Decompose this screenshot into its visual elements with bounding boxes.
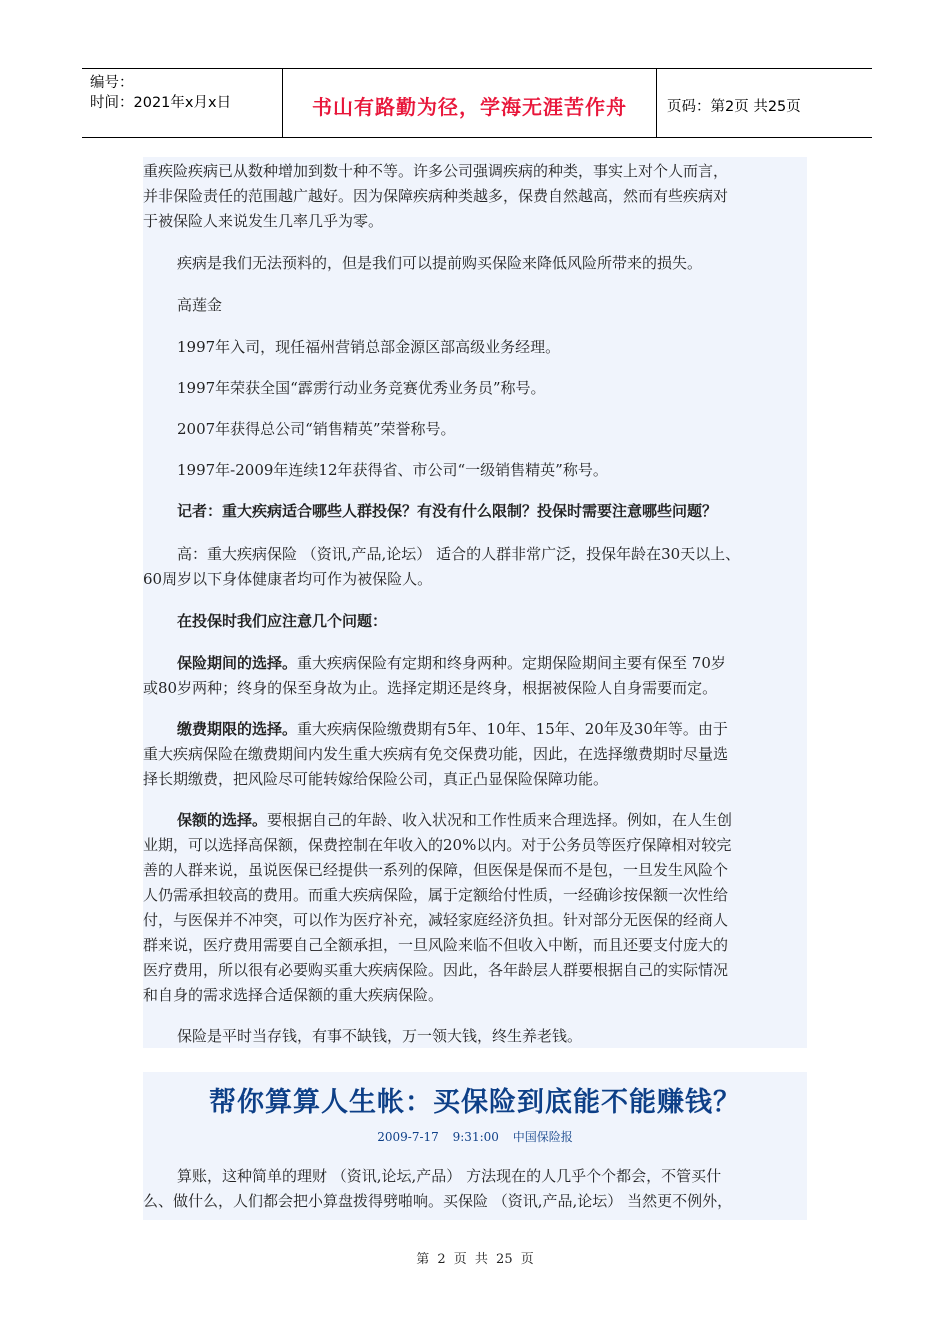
article-title: 帮你算算人生帐：买保险到底能不能赚钱？ (209, 1087, 741, 1118)
paragraph-line: 么、做什么，人们都会把小算盘拨得劈啪响。买保险 （资讯,产品,论坛） 当然更不例外， (143, 1192, 733, 1210)
answer-line: 60周岁以下身体健康者均可作为被保险人。 (143, 570, 433, 588)
paragraph-line: 并非保险责任的范围越广越好。因为保障疾病种类越多，保费自然越高，然而有些疾病对 (143, 187, 729, 205)
paragraph-line: 付，与医保并不冲突，可以作为医疗补充，减轻家庭经济负担。针对部分无医保的经商人 (143, 911, 729, 929)
article-body (143, 157, 807, 1048)
paragraph: 疾病是我们无法预料的，但是我们可以提前购买保险来降低风险所带来的损失。 (177, 254, 703, 272)
answer-line: 高：重大疾病保险 （资讯,产品,论坛） 适合的人群非常广泛，投保年龄在30天以上、 (177, 545, 741, 563)
paragraph-line: 人仍需承担较高的费用。而重大疾病保险，属于定额给付性质，一经确诊按保额一次性给 (143, 886, 729, 904)
page-footer: 第 2 页 共 25 页 (416, 1252, 534, 1267)
payment-paragraph (143, 717, 841, 742)
paragraph-line: 算账，这种简单的理财 （资讯,论坛,产品） 方法现在的人几乎个个都会，不管买什 (177, 1167, 722, 1185)
serial-label: 编号： (90, 75, 134, 91)
author-bio: 1997年入司，现任福州营销总部金源区部高级业务经理。 (177, 338, 561, 356)
paragraph-line: 善的人群来说，虽说医保已经提供一系列的保障，但医保是保而不是包，一旦发生风险个 (143, 861, 729, 879)
paragraph-line: 群来说，医疗费用需要自己全额承担，一旦风险来临不但收入中断，而且还要支付庞大的 (143, 936, 729, 954)
amount-heading: 保额的选择。 (177, 811, 268, 829)
paragraph-line: 于被保险人来说发生几率几乎为零。 (143, 212, 384, 230)
author-bio: 1997年-2009年连续12年获得省、市公司“一级销售精英”称号。 (177, 461, 608, 479)
amount-paragraph (143, 808, 841, 833)
section-heading: 在投保时我们应注意几个问题： (177, 612, 388, 630)
paragraph-line: 重大疾病保险缴费期有5年、10年、15年、20年及30年等。由于 (297, 720, 728, 738)
paragraph-line: 业期，可以选择高保额，保费控制在年收入的20%以内。对于公务员等医疗保障相对较完 (143, 836, 732, 854)
paragraph-line: 医疗费用，所以很有必要购买重大疾病保险。因此，各年龄层人群要根据自己的实际情况 (143, 961, 729, 979)
article-meta: 2009-7-17 9:31:00 中国保险报 (377, 1130, 573, 1144)
paragraph-line: 重大疾病保险有定期和终身两种。定期保险期间主要有保至 70岁 (297, 654, 726, 672)
date-label: 时间：2021年x月x日 (90, 95, 232, 111)
author-bio: 2007年获得总公司“销售精英”荣誉称号。 (177, 420, 456, 438)
closing-line: 保险是平时当存钱，有事不缺钱，万一领大钱，终生养老钱。 (177, 1027, 583, 1045)
header-motto: 书山有路勤为径，学海无涯苦作舟 (282, 69, 657, 137)
reporter-question: 记者：重大疾病适合哪些人群投保？有没有什么限制？投保时需要注意哪些问题？ (177, 502, 718, 520)
page-header (82, 68, 872, 138)
period-paragraph (143, 651, 841, 676)
author-name: 高莲金 (177, 296, 223, 314)
header-meta (82, 69, 282, 137)
paragraph-line: 重大疾病保险在缴费期间内发生重大疾病有免交保费功能，因此，在选择缴费期时尽量选 (143, 745, 729, 763)
paragraph-line: 或80岁两种；终身的保至身故为止。选择定期还是终身，根据被保险人自身需要而定。 (143, 679, 718, 697)
paragraph-line: 要根据自己的年龄、收入状况和工作性质来合理选择。例如，在人生创 (267, 811, 733, 829)
header-page-number: 页码：第2页 共25页 (667, 98, 801, 115)
paragraph-line: 择长期缴费，把风险尽可能转嫁给保险公司，真正凸显保险保障功能。 (143, 770, 609, 788)
paragraph-line: 和自身的需求选择合适保额的重大疾病保险。 (143, 986, 444, 1004)
author-bio: 1997年荣获全国“霹雳行动业务竞赛优秀业务员”称号。 (177, 379, 546, 397)
article2-panel (143, 1072, 807, 1220)
period-heading: 保险期间的选择。 (177, 654, 298, 672)
paragraph-line: 重疾险疾病已从数种增加到数十种不等。许多公司强调疾病的种类，事实上对个人而言， (143, 162, 729, 180)
payment-heading: 缴费期限的选择。 (177, 720, 298, 738)
